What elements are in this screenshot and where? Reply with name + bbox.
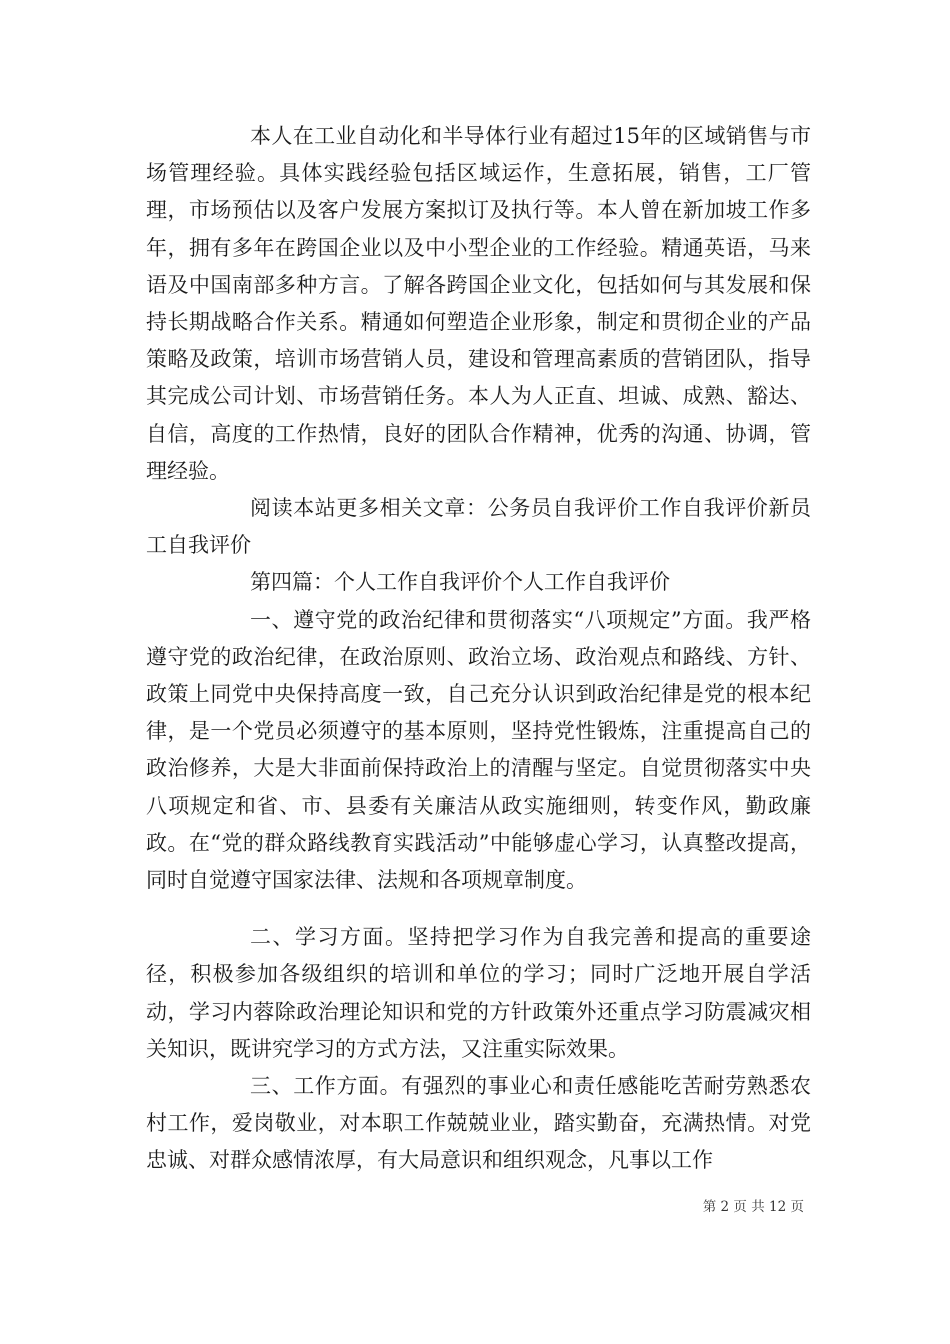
section-heading: 第四篇：个人工作自我评价个人工作自我评价 <box>250 570 670 595</box>
paragraph-self-introduction: 本人在工业自动化和半导体行业有超过15年的区域销售与市场管理经验。具体实践经验包括区域运作，生意拓展，销售，工厂管理，市场预估以及客户发展方案拟订及执行等。本人曾在新加坡工作多年，拥有多年在跨国企业以及中小型企业的工作经验。精通英语，马来语及中国南部多种方言。了解各跨国企业文化，包括如何与其发展和保持长期战略合作关系。精通如何塑造企业形象，制定和贯彻企业的产品策略及政策，培训市场营销人员，建设和管理高素质的营销团队，指导其完成公司计划、市场营销任务。本人为人正直、坦诚、成熟、豁达、自信，高度的工作热情，良好的团队合作精神，优秀的沟通、协调，管理经验。 <box>146 124 811 483</box>
document-body <box>146 118 811 1180</box>
paragraph-work: 三、工作方面。有强烈的事业心和责任感能吃苦耐劳熟悉农村工作，爱岗敬业，对本职工作兢兢业业，踏实勤奋，充满热情。对党忠诚、对群众感情浓厚，有大局意识和组织观念，凡事以工作 <box>146 1074 811 1173</box>
paragraph-political-discipline: 一、遵守党的政治纪律和贯彻落实“八项规定”方面。我严格遵守党的政治纪律，在政治原则、政治立场、政治观点和路线、方针、政策上同党中央保持高度一致，自己充分认识到政治纪律是党的根本纪律，是一个党员必须遵守的基本原则，坚持党性锻炼，注重提高自己的政治修养，大是大非面前保持政治上的清醒与坚定。自觉贯彻落实中央八项规定和省、市、县委有关廉洁从政实施细则，转变作风，勤政廉政。在“党的群众路线教育实践活动”中能够虚心学习，认真整改提高，同时自觉遵守国家法律、法规和各项规章制度。 <box>146 607 811 893</box>
page-number-footer: 第 2 页 共 12 页 <box>702 1199 804 1215</box>
paragraph-study: 二、学习方面。坚持把学习作为自我完善和提高的重要途径，积极参加各级组织的培训和单位的学习；同时广泛地开展自学活动，学习内蓉除政治理论知识和党的方针政策外还重点学习防震减灾相关知识，既讲究学习的方式方法，又注重实际效果。 <box>146 925 811 1061</box>
paragraph-related-articles: 阅读本站更多相关文章：公务员自我评价工作自我评价新员工自我评价 <box>146 496 811 558</box>
